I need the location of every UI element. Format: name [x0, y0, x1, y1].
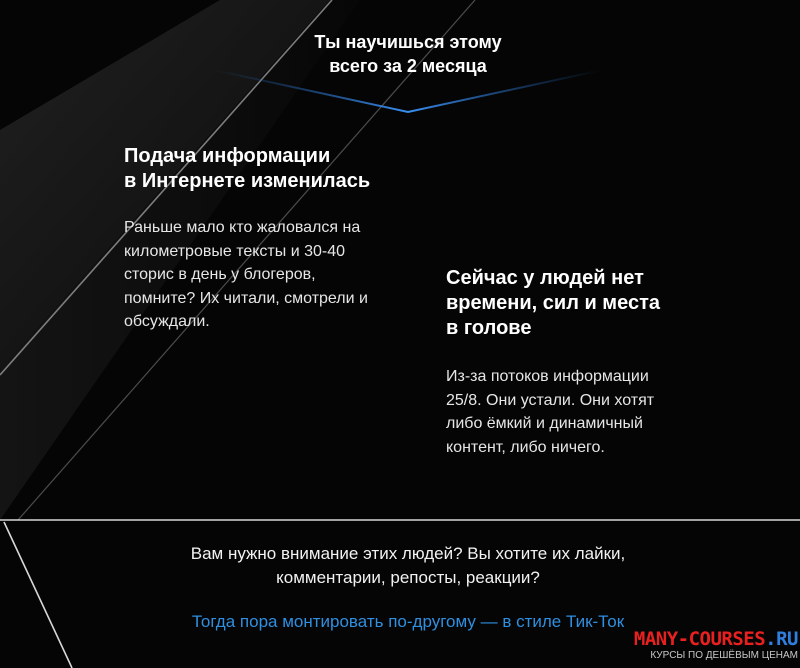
right-title-line1: Сейчас у людей нет: [446, 267, 644, 289]
left-title-line2: в Интернете изменилась: [124, 170, 371, 192]
cta-link[interactable]: Тогда пора монтировать по-другому — в стиле Тик-Ток: [191, 612, 625, 631]
right-title-line2: времени, сил и места: [446, 292, 661, 314]
right-title-line3: в голове: [446, 317, 532, 339]
watermark-logo-domain: .RU: [765, 628, 798, 650]
left-block-title: [124, 144, 424, 194]
header-title-line1: Ты научишься этому: [314, 32, 502, 52]
header-title: [200, 30, 616, 78]
left-block-text: Раньше мало кто жаловался на километровые тексты и 30-40 сторис в день у блогеров, помните? Их читали, смотрели и обсуждали.: [124, 219, 368, 330]
watermark: [630, 628, 798, 662]
bottom-cta: [120, 610, 696, 634]
bottom-question: [120, 542, 696, 590]
watermark-logo-main: MANY-COURSES: [633, 628, 766, 650]
right-block-title: [446, 266, 706, 341]
right-block-text: Из-за потоков информации 25/8. Они устали. Они хотят либо ёмкий и динамичный контент, либо ничего.: [446, 368, 655, 456]
bottom-frame-slant: [4, 522, 72, 668]
header-title-line2: всего за 2 месяца: [329, 56, 487, 76]
bottom-question-line2: комментарии, репосты, реакции?: [276, 568, 540, 587]
left-title-line1: Подача информации: [124, 145, 331, 167]
watermark-tagline: КУРСЫ ПО ДЕШЁВЫМ ЦЕНАМ: [650, 650, 798, 661]
watermark-logo: [630, 628, 798, 650]
bottom-question-line1: Вам нужно внимание этих людей? Вы хотите их лайки,: [190, 544, 626, 563]
